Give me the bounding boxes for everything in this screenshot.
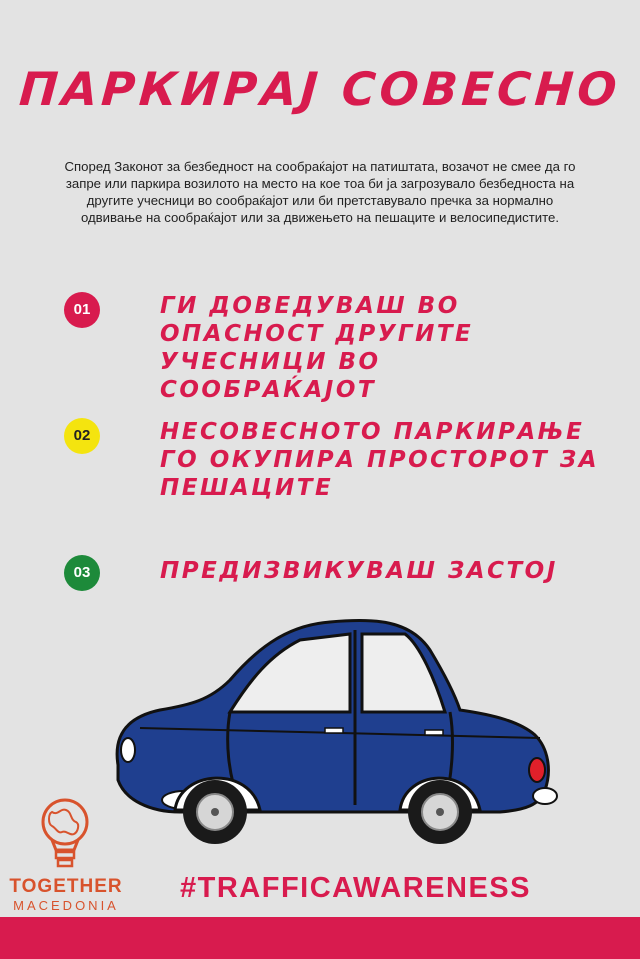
- item-text-1: ГИ ДОВЕДУВАШ ВО ОПАСНОСТ ДРУГИТЕ УЧЕСНИЦИ ВО СООБРАЌАЈОТ: [160, 293, 474, 403]
- number-badge-3: 03: [64, 555, 100, 591]
- car-illustration: [100, 600, 570, 850]
- intro-paragraph: Според Законот за безбедност на сообраќајот на патиштата, возачот не смее да го запре или паркира возилото на место на кое тоа би ја загрозувало безбедноста на другите учесници во сообраќајот или би претставувало пречка за нормално одвивање на сообраќајот или за движењето на пешаците и велосипедистите.: [64, 159, 576, 225]
- logo-name-line2: MACEDONIA: [13, 898, 119, 913]
- page-title: ПАРКИРАЈ СОВЕСНО: [17, 62, 623, 116]
- logo-name-line1: TOGETHER: [9, 876, 123, 897]
- number-badge-2: 02: [64, 418, 100, 454]
- item-text-2: НЕСОВЕСНОТО ПАРКИРАЊЕ ГО ОКУПИРА ПРОСТОРОТ ЗА ПЕШАЦИТЕ: [160, 419, 599, 501]
- footer-bar: [0, 917, 640, 959]
- item-text-3: ПРЕДИЗВИКУВАШ ЗАСТОЈ: [160, 558, 558, 584]
- number-badge-1: 01: [64, 292, 100, 328]
- lightbulb-globe-icon: [30, 792, 100, 872]
- hashtag: #TRAFFICAWARENESS: [180, 872, 531, 904]
